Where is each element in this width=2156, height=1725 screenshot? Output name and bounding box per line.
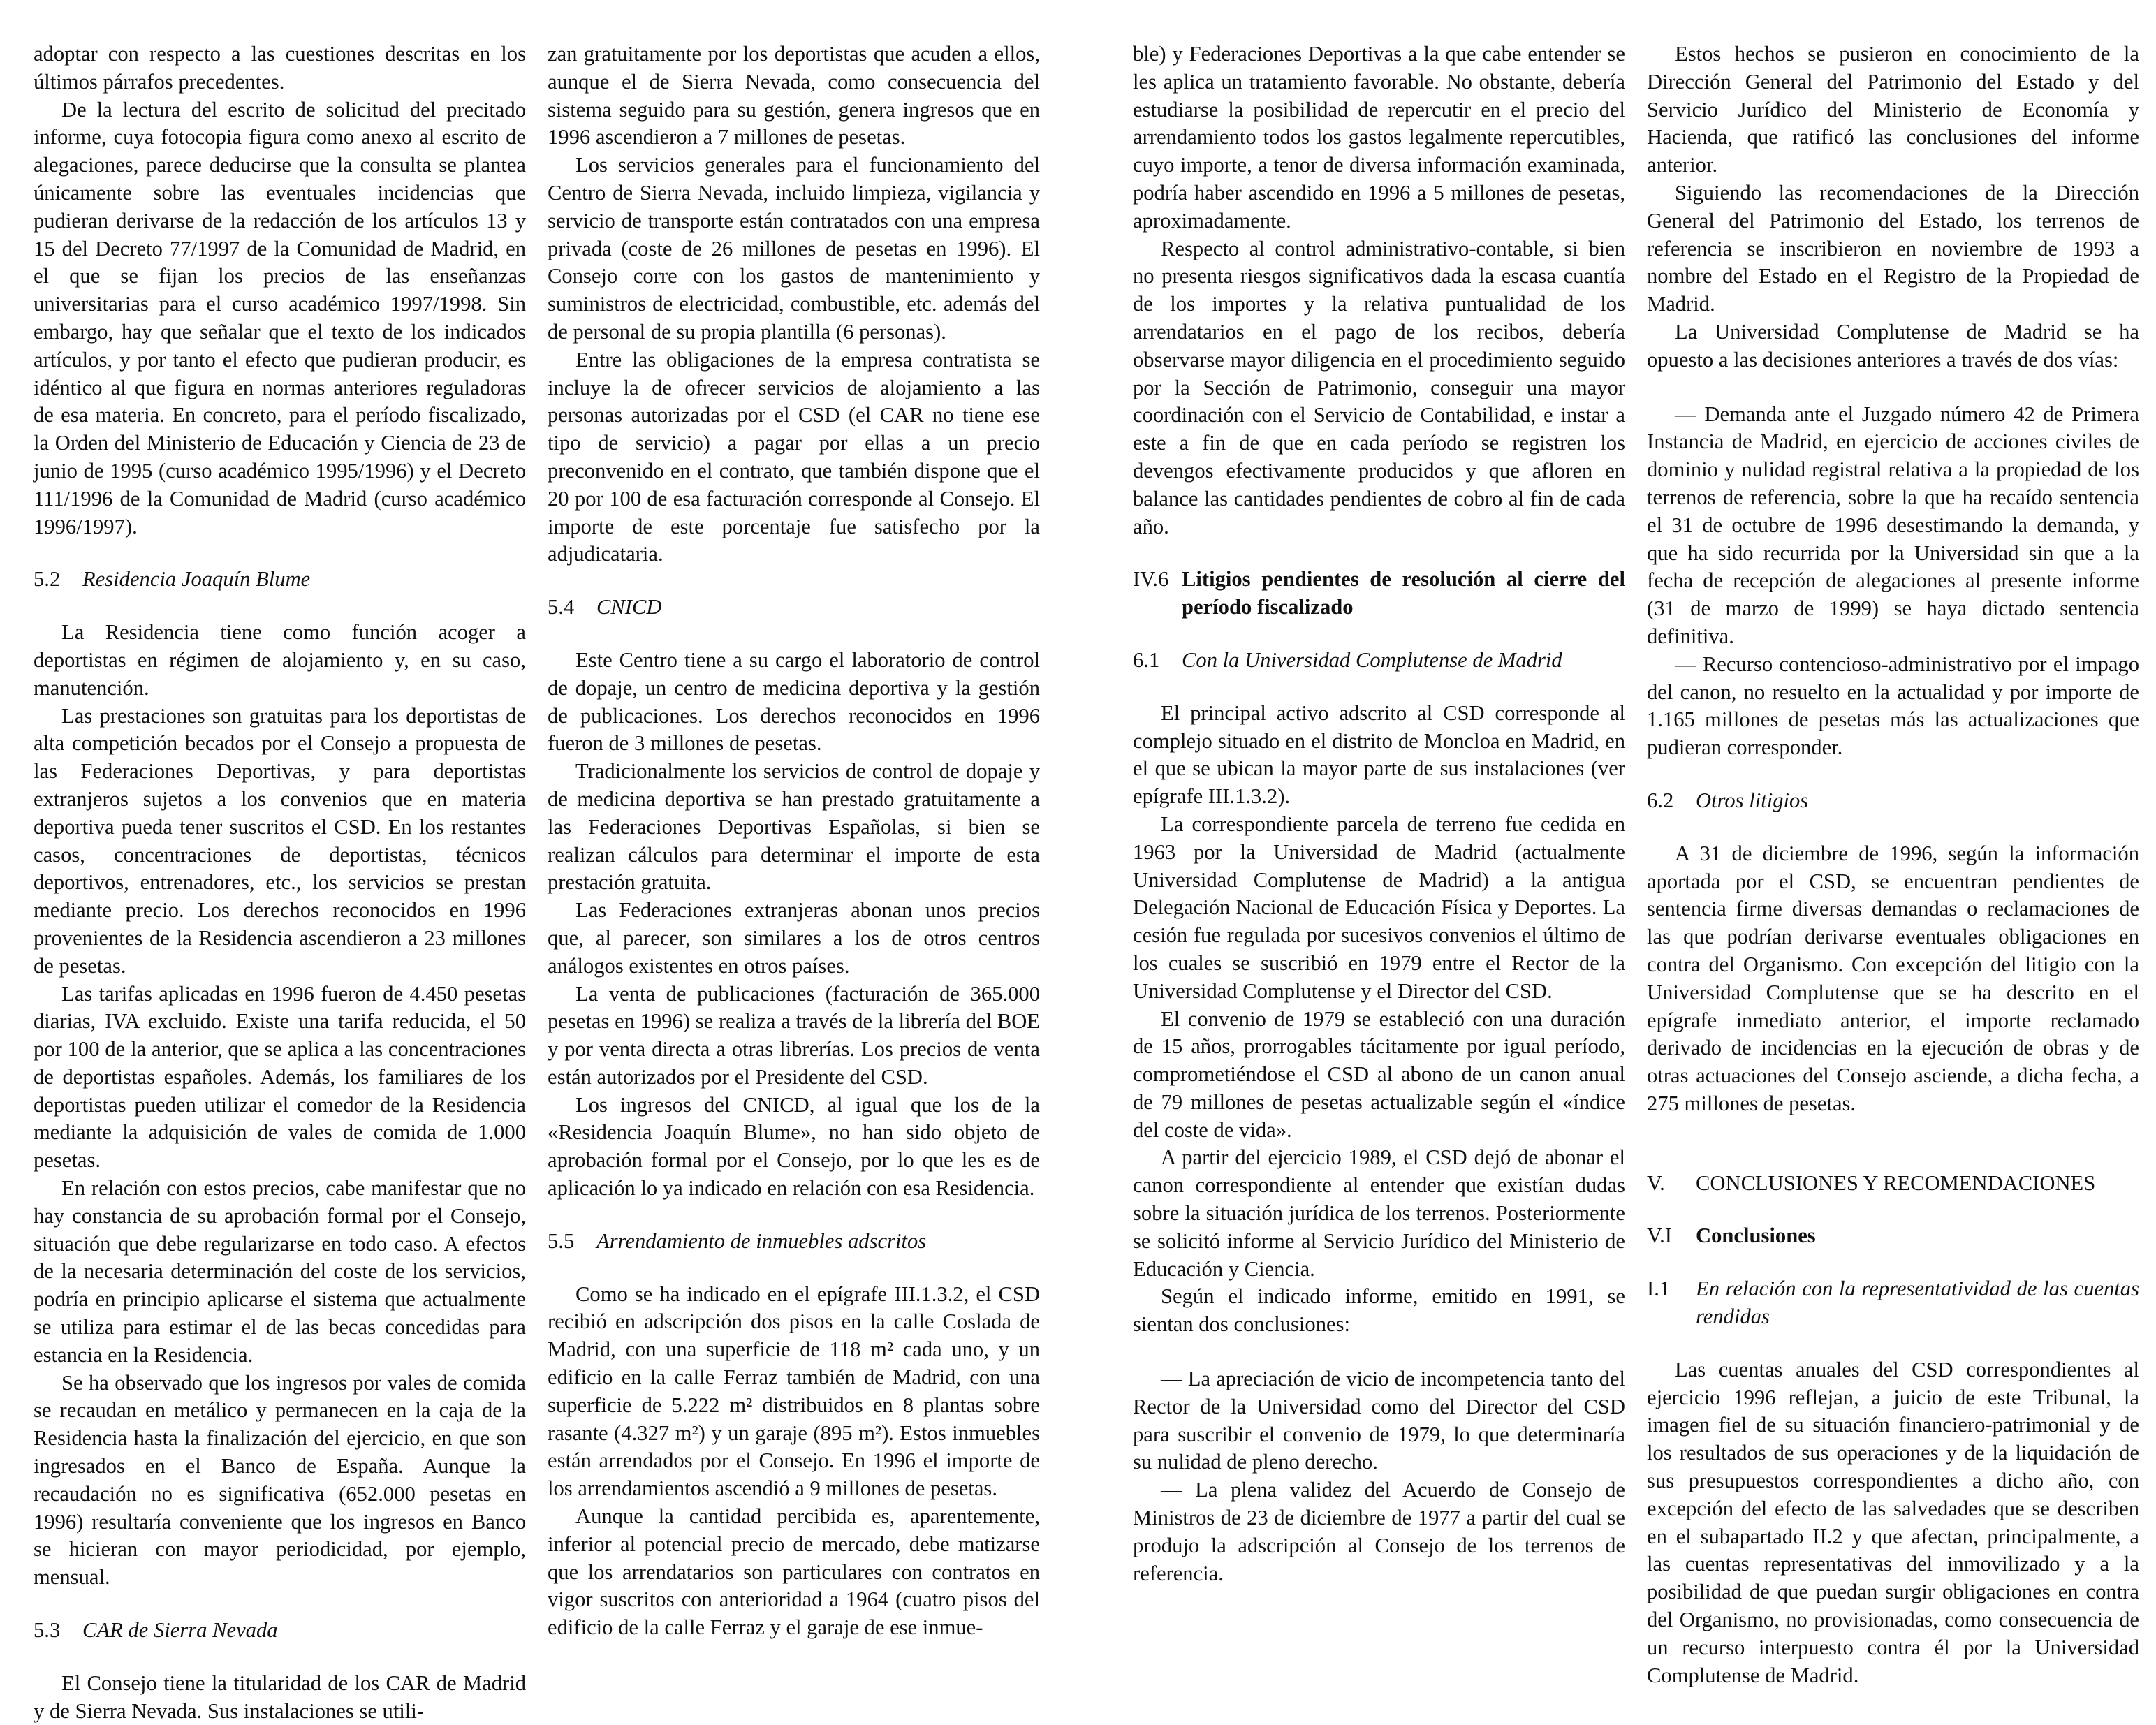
section-title: CONCLUSIONES Y RECOMENDACIONES: [1696, 1170, 2096, 1195]
paragraph: Según el indicado informe, emitido en 1991, se sientan dos conclusiones:: [1133, 1284, 1625, 1337]
section-heading: [34, 1617, 526, 1645]
section-title: Arrendamiento de inmuebles adscritos: [596, 1228, 927, 1253]
paragraph: Las cuentas anuales del CSD correspondientes al ejercicio 1996 reflejan, a juicio de este Tribunal, la imagen fiel de su situación financiero-patrimonial y de los resultados de sus operaciones y de la liquidación de sus presupuestos correspondientes a dicho año, con excepción del efecto de las salvedades que se describen en el subapartado II.2 y que afectan, principalmente, a las cuentas representativas del inmovilizado y a la posibilidad de que puedan surgir obligaciones en contra del Organismo, no provisionadas, como consecuencia de un recurso interpuesto contra él por la Universidad Complutense de Madrid.: [1647, 1357, 2139, 1687]
paragraph: El principal activo adscrito al CSD corresponde al complejo situado en el distrito de Moncloa en Madrid, en el que se ubican la mayor parte de sus instalaciones (ver epígrafe III.1.3.2).: [1133, 700, 1625, 809]
text-column-2: [548, 41, 1040, 1642]
section-number: V.I: [1647, 1224, 1672, 1248]
section-title: En relación con la representatividad de las cuentas rendidas: [1696, 1277, 2139, 1329]
spacer: [1647, 1118, 2139, 1145]
section-number: 5.2: [34, 567, 61, 592]
paragraph: Siguiendo las recomendaciones de la Dirección General del Patrimonio del Estado, los terrenos de referencia se inscribieron en noviembre de 1993 a nombre del Estado en el Registro de la Propiedad de Madrid.: [1647, 180, 2139, 316]
section-number: 5.4: [548, 595, 575, 619]
paragraph: Respecto al control administrativo-contable, si bien no presenta riesgos significativos dada la escasa cuantía de los importes y la relativa puntualidad de los arrendatarios en el pago de los recibos, debería observarse mayor diligencia en el procedimiento seguido por la Sección de Patrimonio, conseguir una mayor coordinación con el Servicio de Contabilidad, e instar a este a fin de que en cada período se registren los devengos efectivamente producidos y que afloren en balance las cantidades pendientes de cobro al fin de cada año.: [1133, 236, 1625, 538]
paragraph: El Consejo tiene la titularidad de los CAR de Madrid y de Sierra Nevada. Sus instalaciones se utili-: [34, 1671, 526, 1723]
section-number: 6.1: [1133, 647, 1160, 672]
section-heading: [548, 1228, 1040, 1256]
spacer: [1647, 374, 2139, 401]
paragraph: A 31 de diciembre de 1996, según la información aportada por el CSD, se encuentran pendientes de sentencia firme diversas demandas o reclamaciones de las que podrían derivarse eventuales obligaciones en contra del Organismo. Con excepción del litigio con la Universidad Complutense que se ha descrito en el epígrafe inmediato anterior, el importe reclamado derivado de incidencias en la ejecución de obras y de otras actuaciones del Consejo asciende, a dicha fecha, a 275 millones de pesetas.: [1647, 841, 2139, 1115]
paragraph: Este Centro tiene a su cargo el laboratorio de control de dopaje, un centro de medicina deportiva y la gestión de publicaciones. Los derechos reconocidos en 1996 fueron de 3 millones de pesetas.: [548, 647, 1040, 756]
paragraph: Como se ha indicado en el epígrafe III.1.3.2, el CSD recibió en adscripción dos pisos en la calle Coslada de Madrid, con una superficie de 118 m² cada uno, y un edificio en la calle Ferraz también de Madrid, con una superficie de 5.222 m² distribuidos en 8 plantas sobre rasante (4.327 m²) y un garaje (895 m²). Estos inmuebles están arrendados por el Consejo. En 1996 el importe de los arrendamientos ascendió a 9 millones de pesetas.: [548, 1282, 1040, 1501]
paragraph: Tradicionalmente los servicios de control de dopaje y de medicina deportiva se han prestado gratuitamente a las Federaciones Deportivas Españolas, si bien se realizan cálculos para determinar el importe de esta prestación gratuita.: [548, 759, 1040, 895]
paragraph: Los ingresos del CNICD, al igual que los de la «Residencia Joaquín Blume», no han sido objeto de aprobación formal por el Consejo, por lo que les es de aplicación lo ya indicado en relación con esa Residencia.: [548, 1092, 1040, 1201]
section-heading: [1133, 647, 1625, 675]
paragraph: — Demanda ante el Juzgado número 42 de Primera Instancia de Madrid, en ejercicio de acciones civiles de dominio y nulidad registral relativa a la propiedad de los terrenos de referencia, sobre la que ha recaído sentencia el 31 de octubre de 1996 desestimando la demanda, y que ha sido recurrida por la Universidad sin que a la fecha de recepción de alegaciones al presente informe (31 de marzo de 1999) se haya dictado sentencia definitiva.: [1647, 402, 2139, 648]
paragraph: La Universidad Complutense de Madrid se ha opuesto a las decisiones anteriores a través de dos vías:: [1647, 319, 2139, 372]
paragraph: adoptar con respecto a las cuestiones descritas en los últimos párrafos precedentes.: [34, 42, 526, 94]
paragraph: — La apreciación de vicio de incompetencia tanto del Rector de la Universidad como del Director del CSD para suscribir el convenio de 1979, lo que determinaría su nulidad de pleno derecho.: [1133, 1367, 1625, 1474]
section-number: V.: [1647, 1170, 1665, 1195]
section-title: CNICD: [596, 595, 662, 619]
text-column-1: [34, 41, 526, 1725]
paragraph: En relación con estos precios, cabe manifestar que no hay constancia de su aprobación formal por el Consejo, situación que debe regularizarse en todo caso. A efectos de la necesaria determinación del coste de los servicios, podría en principio aplicarse el sistema que actualmente se utiliza para estimar el de las becas concedidas para estancia en la Residencia.: [34, 1176, 526, 1367]
text-column-3: [1133, 41, 1625, 1587]
section-heading: [1647, 1170, 2139, 1198]
paragraph: Aunque la cantidad percibida es, aparentemente, inferior al potencial precio de mercado, debe matizarse que los arrendatarios son particulares con contratos en vigor suscritos con anterioridad a 1964 (cuatro pisos del edificio de la calle Ferraz y el garaje de ese inmue-: [548, 1504, 1040, 1640]
section-title: Conclusiones: [1696, 1224, 1816, 1248]
section-heading: [34, 566, 526, 594]
paragraph: La venta de publicaciones (facturación de 365.000 pesetas en 1996) se realiza a través de la librería del BOE y por venta directa a otras librerías. Los precios de venta están autorizados por el Presidente del CSD.: [548, 981, 1040, 1089]
paragraph: A partir del ejercicio 1989, el CSD dejó de abonar el canon correspondiente al entender que existían dudas sobre la situación jurídica de los terrenos. Posteriormente se solicitó informe al Servicio Jurídico del Ministerio de Educación y Ciencia.: [1133, 1145, 1625, 1281]
text-column-4: [1647, 41, 2139, 1689]
paragraph: De la lectura del escrito de solicitud del precitado informe, cuya fotocopia figura como anexo al escrito de alegaciones, parece deducirse que la consulta se plantea únicamente sobre las eventuales incidencias que pudieran derivarse de la redacción de los artículos 13 y 15 del Decreto 77/1997 de la Comunidad de Madrid, en el que se fijan los precios de las enseñanzas universitarias para el curso académico 1997/1998. Sin embargo, hay que señalar que el texto de los indicados artículos, y por tanto el efecto que pudieran producir, es idéntico al que figura en normas anteriores reguladoras de esa materia. En concreto, para el período fiscalizado, la Orden del Ministerio de Educación y Ciencia de 23 de junio de 1995 (curso académico 1995/1996) y el Decreto 111/1996 de la Comunidad de Madrid (curso académico 1996/1997).: [34, 97, 526, 538]
paragraph: Las Federaciones extranjeras abonan unos precios que, al parecer, son similares a los de otros centros análogos existentes en otros países.: [548, 898, 1040, 978]
paragraph: La correspondiente parcela de terreno fue cedida en 1963 por la Universidad de Madrid (actualmente Universidad Complutense de Madrid) a la antigua Delegación Nacional de Educación Física y Deportes. La cesión fue regulada por sucesivos convenios el último de los cuales se suscribió en 1979 entre el Rector de la Universidad Complutense y el Director del CSD.: [1133, 812, 1625, 1003]
paragraph: Entre las obligaciones de la empresa contratista se incluye la de ofrecer servicios de alojamiento a las personas autorizadas por el CSD (el CAR no tiene ese tipo de servicio) a pagar por ellas a un precio preconvenido en el contrato, que también dispone que el 20 por 100 de esa facturación corresponde al Consejo. El importe de este porcentaje fue satisfecho por la adjudicataria.: [548, 347, 1040, 566]
section-number: 5.3: [34, 1618, 61, 1643]
section-number: 5.5: [548, 1228, 575, 1253]
section-title: CAR de Sierra Nevada: [82, 1618, 278, 1643]
section-heading: [1133, 566, 1625, 622]
section-number: 6.2: [1647, 788, 1674, 812]
paragraph: — Recurso contencioso-administrativo por el impago del canon, no resuelto en la actualidad y por importe de 1.165 millones de pesetas más las actualizaciones que pudieran corresponder.: [1647, 652, 2139, 760]
paragraph: — La plena validez del Acuerdo de Consejo de Ministros de 23 de diciembre de 1977 a partir del cual se produjo la adscripción al Consejo de los terrenos de referencia.: [1133, 1478, 1625, 1585]
section-title: Con la Universidad Complutense de Madrid: [1182, 647, 1562, 672]
section-title: Otros litigios: [1696, 788, 1809, 812]
paragraph: La Residencia tiene como función acoger a deportistas en régimen de alojamiento y, en su caso, manutención.: [34, 620, 526, 700]
paragraph: Estos hechos se pusieron en conocimiento de la Dirección General del Patrimonio del Estado y del Servicio Jurídico del Ministerio de Economía y Hacienda, que ratificó las conclusiones del informe anterior.: [1647, 42, 2139, 177]
section-heading: [548, 594, 1040, 622]
section-heading: [1647, 1222, 2139, 1250]
section-title: Residencia Joaquín Blume: [82, 567, 311, 592]
section-title: Litigios pendientes de resolución al cierre del período fiscalizado: [1182, 567, 1625, 619]
section-number: I.1: [1647, 1277, 1671, 1301]
section-number: IV.6: [1133, 567, 1169, 592]
paragraph: zan gratuitamente por los deportistas que acuden a ellos, aunque el de Sierra Nevada, como consecuencia del sistema seguido para su gestión, genera ingresos que en 1996 ascendieron a 7 millones de pesetas.: [548, 42, 1040, 149]
paragraph: Los servicios generales para el funcionamiento del Centro de Sierra Nevada, incluido limpieza, vigilancia y servicio de transporte están contratados con una empresa privada (coste de 26 millones de pesetas en 1996). El Consejo corre con los gastos de mantenimiento y suministros de electricidad, combustible, etc. además del de personal de su propia plantilla (6 personas).: [548, 153, 1040, 344]
paragraph: El convenio de 1979 se estableció con una duración de 15 años, prorrogables tácitamente por igual período, comprometiéndose el CSD al abono de un canon anual de 79 millones de pesetas actualizable según el «índice del coste de vida».: [1133, 1006, 1625, 1142]
paragraph: ble) y Federaciones Deportivas a la que cabe entender se les aplica un tratamiento favorable. No obstante, debería estudiarse la posibilidad de repercutir en el precio del arrendamiento todos los gastos legalmente repercutibles, cuyo importe, a tenor de diversa información examinada, podría haber ascendido en 1996 a 5 millones de pesetas, aproximadamente.: [1133, 42, 1625, 233]
paragraph: Las prestaciones son gratuitas para los deportistas de alta competición becados por el Consejo a propuesta de las Federaciones Deportivas, y para deportistas extranjeros sujetos a los convenios que en materia deportiva pueda tener suscritos el CSD. En los restantes casos, concentraciones de deportistas, técnicos deportivos, entrenadores, etc., los servicios se prestan mediante precio. Los derechos reconocidos en 1996 provenientes de la Residencia ascendieron a 23 millones de pesetas.: [34, 703, 526, 978]
section-heading: [1647, 787, 2139, 815]
paragraph: Se ha observado que los ingresos por vales de comida se recaudan en metálico y permanecen en la caja de la Residencia hasta la finalización del ejercicio, en que son ingresados en el Banco de España. Aunque la recaudación no es significativa (652.000 pesetas en 1996) resultaría conveniente que los ingresos en Banco se hicieran con mayor periodicidad, por ejemplo, mensual.: [34, 1370, 526, 1590]
paragraph: Las tarifas aplicadas en 1996 fueron de 4.450 pesetas diarias, IVA excluido. Existe una tarifa reducida, el 50 por 100 de la anterior, que se aplica a las concentraciones de deportistas españoles. Además, los familiares de los deportistas pueden utilizar el comedor de la Residencia mediante la adquisición de vales de comida de 1.000 pesetas.: [34, 981, 526, 1173]
section-heading: [1647, 1275, 2139, 1331]
spacer: [1133, 1339, 1625, 1365]
